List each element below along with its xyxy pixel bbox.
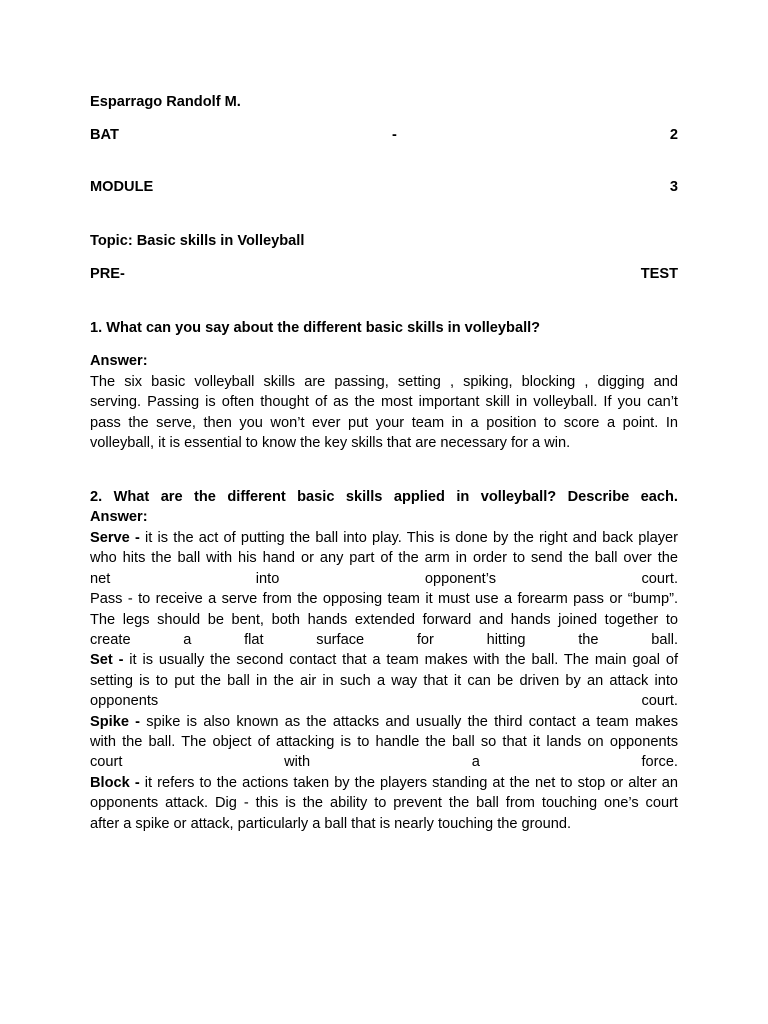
topic-heading: Topic: Basic skills in Volleyball [90, 233, 305, 249]
spike-text: spike is also known as the attacks and usually the third contact a team makes [140, 713, 678, 730]
block-line: opponents attack. Dig - this is the ability to prevent the ball from touching one’s court [90, 795, 678, 812]
answer-2-label: Answer: [90, 509, 148, 525]
module-label: MODULE [90, 179, 154, 195]
set-line [90, 650, 678, 670]
module-row [90, 179, 678, 195]
question-2 [90, 489, 678, 505]
block-label: Block - [90, 774, 140, 791]
serve-label: Serve - [90, 530, 140, 546]
module-value: 3 [669, 179, 678, 195]
spike-line: with the ball. The object of attacking is to handle the ball so that it lands on opponents [90, 734, 678, 751]
serve-line [90, 528, 678, 548]
bat-row [90, 127, 678, 143]
serve-text: it is the act of putting the ball into play. This is done by the right and back player [139, 530, 679, 546]
answer-1-body [90, 372, 678, 454]
spike-label: Spike - [90, 713, 141, 730]
question-2-text: 2. What are the different basic skills applied in volleyball? Describe each. [90, 489, 678, 505]
block-text: it refers to the actions taken by the players standing at the net to stop or alter an [139, 774, 679, 791]
pass-line: The legs should be bent, both hands extended forward and hands joined together to [90, 611, 678, 628]
pretest-left: PRE- [90, 266, 125, 282]
spike-line [90, 712, 678, 732]
answer-1-line: serving. Passing is often thought of as the most important skill in volleyball. If you can’t [90, 394, 678, 411]
answer-1-label: Answer: [90, 353, 148, 369]
spike-line: court with a force. [90, 754, 678, 771]
set-line: opponents court. [90, 693, 678, 710]
block-line: after a spike or attack, particularly a ball that is nearly touching the ground. [90, 815, 572, 832]
pretest-row [90, 266, 678, 282]
block-line [90, 773, 678, 793]
pass-line: create a flat surface for hitting the ball. [90, 632, 678, 649]
bat-separator: - [391, 127, 397, 143]
set-label: Set - [90, 652, 124, 669]
bat-value: 2 [669, 127, 678, 143]
answer-1-line: pass the serve, then you won’t ever put your team in a position to score a point. In [90, 414, 678, 431]
serve-line: who hits the ball with his hand or any part of the arm in order to send the ball over the [90, 550, 678, 567]
answer-1-line: The six basic volleyball skills are passing, setting , spiking, blocking , digging and [90, 374, 678, 390]
set-text: it is usually the second contact that a team makes with the ball. The main goal of [123, 652, 678, 669]
bat-label: BAT [90, 127, 119, 143]
question-1: 1. What can you say about the different basic skills in volleyball? [90, 320, 541, 336]
pretest-right: TEST [640, 266, 678, 282]
pass-line: Pass - to receive a serve from the opposing team it must use a forearm pass or “bump”. [90, 591, 678, 608]
student-name: Esparrago Randolf M. [90, 94, 241, 110]
answer-1-line: volleyball, it is essential to know the key skills that are necessary for a win. [90, 435, 571, 452]
serve-line: net into opponent’s court. [90, 570, 678, 587]
set-line: setting is to put the ball in the air in such a way that it can be driven by an attack into [90, 672, 678, 689]
answer-2-body [90, 528, 678, 834]
